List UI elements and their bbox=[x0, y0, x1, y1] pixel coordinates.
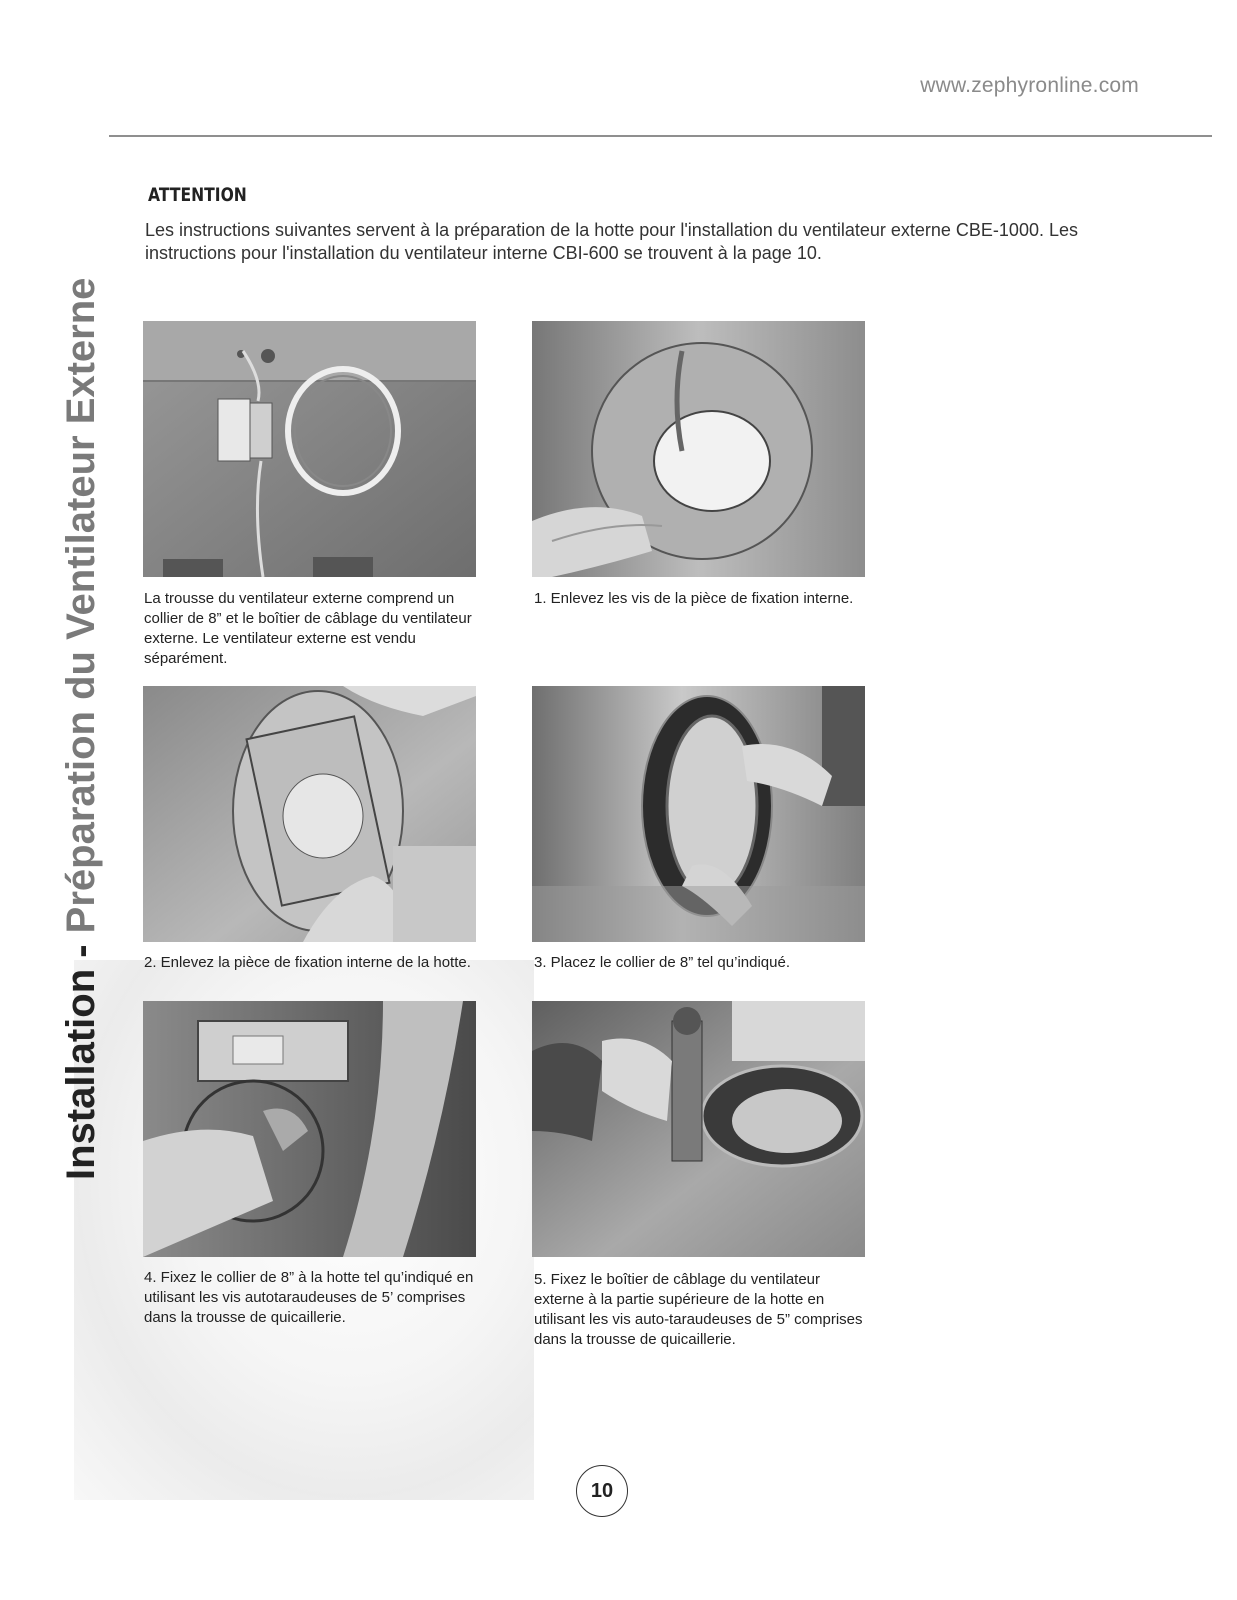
caption-step-3: 3. Placez le collier de 8” tel qu’indiqué. bbox=[534, 954, 790, 971]
side-title-subsection: Préparation du Ventilateur Externe bbox=[59, 277, 103, 934]
page-number: 10 bbox=[576, 1465, 628, 1517]
photo-step-4 bbox=[143, 1001, 476, 1257]
photo-fan-kit bbox=[143, 321, 476, 577]
photo-step-1 bbox=[532, 321, 865, 577]
side-title-section: Installation - bbox=[59, 933, 103, 1180]
caption-step-2: 2. Enlevez la pièce de fixation interne de la hotte. bbox=[144, 954, 471, 971]
photo-step-3 bbox=[532, 686, 865, 942]
caption-fan-kit: La trousse du ventilateur externe comprend un collier de 8” et le boîtier de câblage du ventilateur externe. Le ventilateur externe est vendu séparément. bbox=[144, 590, 472, 667]
attention-heading: ATTENTION bbox=[148, 184, 247, 206]
caption-step-4: 4. Fixez le collier de 8” à la hotte tel qu’indiqué en utilisant les vis autotaraudeuses de 5’ comprises dans la trousse de quicaillerie. bbox=[144, 1269, 474, 1326]
website-url: www.zephyronline.com bbox=[920, 74, 1139, 97]
header-rule bbox=[109, 135, 1212, 137]
caption-step-5: 5. Fixez le boîtier de câblage du ventilateur externe à la partie supérieure de la hotte en utilisant les vis auto-taraudeuses de 5” comprises dans la trousse de quicaillerie. bbox=[534, 1271, 863, 1348]
photo-step-5 bbox=[532, 1001, 865, 1257]
caption-step-1: 1. Enlevez les vis de la pièce de fixation interne. bbox=[534, 590, 854, 607]
attention-text: Les instructions suivantes servent à la préparation de la hotte pour l'installation du ventilateur externe CBE-1000. Les instructions pour l'installation du ventilateur interne CBI-600 se trouvent à la page 10. bbox=[145, 220, 1078, 263]
photo-step-2 bbox=[143, 686, 476, 942]
